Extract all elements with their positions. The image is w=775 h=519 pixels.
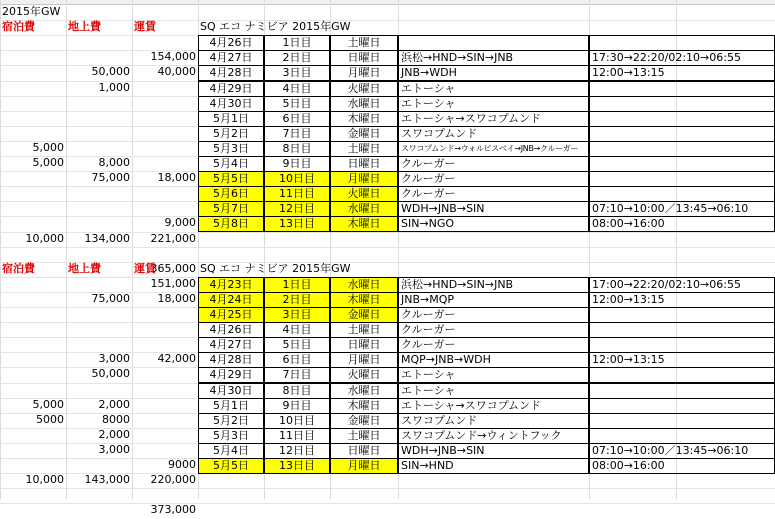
table2-date-cell[interactable]: 4月24日 bbox=[198, 292, 264, 308]
table2-weekday-cell[interactable]: 金曜日 bbox=[330, 413, 398, 429]
table2-route-cell[interactable]: JNB→MQP bbox=[398, 292, 589, 308]
table2-ground-cell[interactable] bbox=[66, 322, 132, 338]
table2-time-cell[interactable] bbox=[589, 383, 775, 399]
table1-day-cell[interactable]: 3日目 bbox=[264, 65, 330, 81]
table2-total-fare[interactable]: 220,000 bbox=[150, 473, 196, 486]
table2-date-cell[interactable]: 5月3日 bbox=[198, 428, 264, 444]
table1-route-cell[interactable]: WDH→JNB→SIN bbox=[398, 201, 589, 217]
table1-weekday-cell[interactable]: 土曜日 bbox=[330, 35, 398, 51]
table2-hotel-cell[interactable]: 5000 bbox=[36, 413, 64, 426]
table1-ground-cell[interactable] bbox=[66, 35, 132, 51]
table2-header-fare[interactable]: 運賃 bbox=[134, 262, 156, 275]
table1-day-cell[interactable]: 10日目 bbox=[264, 171, 330, 187]
table2-fare-cell[interactable] bbox=[132, 428, 198, 444]
table1-hotel-cell[interactable] bbox=[0, 126, 66, 142]
table2-title-cell[interactable]: SQ エコ ナミビア 2015年GW bbox=[200, 262, 351, 275]
table2-time-cell[interactable]: 07:10→10:00／13:45→06:10 bbox=[589, 443, 775, 459]
table2-total-hotel[interactable]: 10,000 bbox=[25, 473, 64, 486]
table2-ground-cell[interactable] bbox=[66, 277, 132, 293]
table2-time-cell[interactable] bbox=[589, 307, 775, 323]
table1-ground-cell[interactable] bbox=[66, 201, 132, 217]
table1-fare-cell[interactable]: 40,000 bbox=[157, 65, 196, 78]
table2-date-cell[interactable]: 5月2日 bbox=[198, 413, 264, 429]
table1-day-cell[interactable]: 7日目 bbox=[264, 126, 330, 142]
table2-day-cell[interactable]: 11日目 bbox=[264, 428, 330, 444]
table1-fare-cell[interactable] bbox=[132, 141, 198, 157]
table2-day-cell[interactable]: 10日目 bbox=[264, 413, 330, 429]
table2-fare-cell[interactable] bbox=[132, 383, 198, 399]
table1-ground-cell[interactable] bbox=[66, 50, 132, 66]
table1-weekday-cell[interactable]: 日曜日 bbox=[330, 50, 398, 66]
table2-hotel-cell[interactable] bbox=[0, 383, 66, 399]
table1-fare-cell[interactable] bbox=[132, 81, 198, 97]
table2-route-cell[interactable]: クルーガー bbox=[398, 322, 589, 338]
table1-date-cell[interactable]: 4月29日 bbox=[198, 81, 264, 97]
table1-day-cell[interactable]: 12日目 bbox=[264, 201, 330, 217]
table2-weekday-cell[interactable]: 日曜日 bbox=[330, 443, 398, 459]
table1-route-cell[interactable]: スワコプムンド→ウォルビスベイ→JNB→クルーガー bbox=[398, 141, 589, 157]
table1-total-hotel[interactable]: 10,000 bbox=[25, 232, 64, 245]
table1-day-cell[interactable]: 11日目 bbox=[264, 186, 330, 202]
table2-hotel-cell[interactable] bbox=[0, 443, 66, 459]
table1-hotel-cell[interactable] bbox=[0, 81, 66, 97]
corner-label-cell[interactable]: 2015年GW bbox=[2, 5, 61, 18]
table2-time-cell[interactable] bbox=[589, 367, 775, 383]
table2-fare-cell[interactable]: 18,000 bbox=[157, 292, 196, 305]
table1-day-cell[interactable]: 13日目 bbox=[264, 216, 330, 232]
table1-hotel-cell[interactable] bbox=[0, 35, 66, 51]
table2-date-cell[interactable]: 4月23日 bbox=[198, 277, 264, 293]
table2-hotel-cell[interactable] bbox=[0, 428, 66, 444]
table2-day-cell[interactable]: 2日目 bbox=[264, 292, 330, 308]
table1-route-cell[interactable]: 浜松→HND→SIN→JNB bbox=[398, 50, 589, 66]
table1-ground-cell[interactable]: 50,000 bbox=[91, 65, 130, 78]
table1-ground-cell[interactable] bbox=[66, 141, 132, 157]
table1-weekday-cell[interactable]: 金曜日 bbox=[330, 126, 398, 142]
table1-time-cell[interactable]: 07:10→10:00／13:45→06:10 bbox=[589, 201, 775, 217]
table1-weekday-cell[interactable]: 日曜日 bbox=[330, 156, 398, 172]
table2-fare-cell[interactable] bbox=[132, 413, 198, 429]
table1-day-cell[interactable]: 5日目 bbox=[264, 96, 330, 112]
table1-route-cell[interactable]: エトーシャ bbox=[398, 81, 589, 97]
table2-weekday-cell[interactable]: 土曜日 bbox=[330, 322, 398, 338]
table1-day-cell[interactable]: 6日目 bbox=[264, 111, 330, 127]
table2-route-cell[interactable]: エトーシャ→スワコプムンド bbox=[398, 398, 589, 414]
table2-time-cell[interactable]: 12:00→13:15 bbox=[589, 292, 775, 308]
table2-time-cell[interactable]: 08:00→16:00 bbox=[589, 458, 775, 474]
table1-day-cell[interactable]: 8日目 bbox=[264, 141, 330, 157]
table2-hotel-cell[interactable] bbox=[0, 322, 66, 338]
table2-time-cell[interactable] bbox=[589, 322, 775, 338]
table2-ground-cell[interactable]: 8000 bbox=[102, 413, 130, 426]
table2-ground-cell[interactable] bbox=[66, 458, 132, 474]
table1-time-cell[interactable] bbox=[589, 111, 775, 127]
table1-weekday-cell[interactable]: 木曜日 bbox=[330, 111, 398, 127]
table1-hotel-cell[interactable] bbox=[0, 96, 66, 112]
table1-fare-cell[interactable] bbox=[132, 35, 198, 51]
table1-ground-cell[interactable] bbox=[66, 186, 132, 202]
table2-route-cell[interactable]: 浜松→HND→SIN→JNB bbox=[398, 277, 589, 293]
table2-route-cell[interactable]: エトーシャ bbox=[398, 383, 589, 399]
table1-weekday-cell[interactable]: 月曜日 bbox=[330, 171, 398, 187]
table2-day-cell[interactable]: 8日目 bbox=[264, 383, 330, 399]
table2-route-cell[interactable]: SIN→HND bbox=[398, 458, 589, 474]
table2-date-cell[interactable]: 5月1日 bbox=[198, 398, 264, 414]
table1-fare-cell[interactable]: 154,000 bbox=[150, 50, 196, 63]
table2-ground-cell[interactable]: 2,000 bbox=[98, 398, 130, 411]
table1-ground-cell[interactable] bbox=[66, 126, 132, 142]
table1-time-cell[interactable] bbox=[589, 81, 775, 97]
table2-hotel-cell[interactable]: 5,000 bbox=[32, 398, 64, 411]
table2-total-ground[interactable]: 143,000 bbox=[84, 473, 130, 486]
table2-day-cell[interactable]: 13日目 bbox=[264, 458, 330, 474]
table2-weekday-cell[interactable]: 日曜日 bbox=[330, 337, 398, 353]
table2-weekday-cell[interactable]: 木曜日 bbox=[330, 292, 398, 308]
table1-weekday-cell[interactable]: 水曜日 bbox=[330, 96, 398, 112]
table2-fare-cell[interactable] bbox=[132, 398, 198, 414]
table1-time-cell[interactable] bbox=[589, 171, 775, 187]
table1-date-cell[interactable]: 5月7日 bbox=[198, 201, 264, 217]
table1-time-cell[interactable] bbox=[589, 96, 775, 112]
table1-hotel-cell[interactable] bbox=[0, 111, 66, 127]
table1-day-cell[interactable]: 4日目 bbox=[264, 81, 330, 97]
table1-hotel-cell[interactable] bbox=[0, 50, 66, 66]
table2-fare-cell[interactable] bbox=[132, 307, 198, 323]
table2-date-cell[interactable]: 4月26日 bbox=[198, 322, 264, 338]
table1-date-cell[interactable]: 5月2日 bbox=[198, 126, 264, 142]
table2-fare-cell[interactable] bbox=[132, 367, 198, 383]
table1-route-cell[interactable]: クルーガー bbox=[398, 171, 589, 187]
table2-ground-cell[interactable]: 2,000 bbox=[98, 428, 130, 441]
table2-ground-cell[interactable]: 50,000 bbox=[91, 367, 130, 380]
table1-fare-cell[interactable] bbox=[132, 96, 198, 112]
table1-weekday-cell[interactable]: 土曜日 bbox=[330, 141, 398, 157]
table1-ground-cell[interactable] bbox=[66, 96, 132, 112]
table2-hotel-cell[interactable] bbox=[0, 352, 66, 368]
table2-hotel-cell[interactable] bbox=[0, 337, 66, 353]
table1-date-cell[interactable]: 4月27日 bbox=[198, 50, 264, 66]
table1-total-fare[interactable]: 221,000 bbox=[150, 232, 196, 245]
table2-weekday-cell[interactable]: 水曜日 bbox=[330, 383, 398, 399]
table2-date-cell[interactable]: 4月30日 bbox=[198, 383, 264, 399]
table1-date-cell[interactable]: 5月8日 bbox=[198, 216, 264, 232]
table1-hotel-cell[interactable] bbox=[0, 65, 66, 81]
table1-weekday-cell[interactable]: 水曜日 bbox=[330, 201, 398, 217]
table2-ground-cell[interactable] bbox=[66, 383, 132, 399]
table1-time-cell[interactable] bbox=[589, 141, 775, 157]
table1-header-ground[interactable]: 地上費 bbox=[68, 20, 101, 33]
table1-ground-cell[interactable] bbox=[66, 216, 132, 232]
table1-weekday-cell[interactable]: 木曜日 bbox=[330, 216, 398, 232]
table2-date-cell[interactable]: 5月5日 bbox=[198, 458, 264, 474]
table2-weekday-cell[interactable]: 月曜日 bbox=[330, 458, 398, 474]
table1-route-cell[interactable]: エトーシャ bbox=[398, 96, 589, 112]
table1-day-cell[interactable]: 9日目 bbox=[264, 156, 330, 172]
table2-weekday-cell[interactable]: 木曜日 bbox=[330, 398, 398, 414]
table1-time-cell[interactable] bbox=[589, 156, 775, 172]
table2-time-cell[interactable] bbox=[589, 337, 775, 353]
table1-fare-cell[interactable] bbox=[132, 156, 198, 172]
table1-time-cell[interactable] bbox=[589, 35, 775, 51]
table2-fare-cell[interactable] bbox=[132, 443, 198, 459]
table2-day-cell[interactable]: 1日目 bbox=[264, 277, 330, 293]
table2-date-cell[interactable]: 4月27日 bbox=[198, 337, 264, 353]
table2-route-cell[interactable]: スワコプムンド→ウィントフック bbox=[398, 428, 589, 444]
table2-day-cell[interactable]: 3日目 bbox=[264, 307, 330, 323]
table2-day-cell[interactable]: 9日目 bbox=[264, 398, 330, 414]
table1-date-cell[interactable]: 5月4日 bbox=[198, 156, 264, 172]
table1-date-cell[interactable]: 4月26日 bbox=[198, 35, 264, 51]
table2-date-cell[interactable]: 4月29日 bbox=[198, 367, 264, 383]
table2-route-cell[interactable]: MQP→JNB→WDH bbox=[398, 352, 589, 368]
table1-route-cell[interactable]: クルーガー bbox=[398, 186, 589, 202]
table2-header-hotel[interactable]: 宿泊費 bbox=[2, 262, 35, 275]
table1-date-cell[interactable]: 5月1日 bbox=[198, 111, 264, 127]
table1-fare-cell[interactable] bbox=[132, 186, 198, 202]
table2-date-cell[interactable]: 5月4日 bbox=[198, 443, 264, 459]
table1-date-cell[interactable]: 5月6日 bbox=[198, 186, 264, 202]
table1-ground-cell[interactable]: 75,000 bbox=[91, 171, 130, 184]
table1-time-cell[interactable]: 12:00→13:15 bbox=[589, 65, 775, 81]
table1-ground-cell[interactable]: 1,000 bbox=[98, 81, 130, 94]
table2-day-cell[interactable]: 6日目 bbox=[264, 352, 330, 368]
table1-fare-cell[interactable]: 18,000 bbox=[157, 171, 196, 184]
table2-fare-cell[interactable]: 42,000 bbox=[157, 352, 196, 365]
table2-grand-total[interactable]: 373,000 bbox=[150, 503, 196, 516]
table2-hotel-cell[interactable] bbox=[0, 307, 66, 323]
table2-ground-cell[interactable] bbox=[66, 337, 132, 353]
table1-fare-cell[interactable] bbox=[132, 201, 198, 217]
table2-hotel-cell[interactable] bbox=[0, 458, 66, 474]
table1-title-cell[interactable]: SQ エコ ナミビア 2015年GW bbox=[200, 20, 351, 33]
table1-date-cell[interactable]: 5月3日 bbox=[198, 141, 264, 157]
table2-fare-cell[interactable]: 151,000 bbox=[150, 277, 196, 290]
table2-day-cell[interactable]: 5日目 bbox=[264, 337, 330, 353]
table2-route-cell[interactable]: エトーシャ bbox=[398, 367, 589, 383]
table1-hotel-cell[interactable] bbox=[0, 201, 66, 217]
table1-ground-cell[interactable] bbox=[66, 111, 132, 127]
table1-fare-cell[interactable] bbox=[132, 126, 198, 142]
table2-hotel-cell[interactable] bbox=[0, 292, 66, 308]
table2-weekday-cell[interactable]: 土曜日 bbox=[330, 428, 398, 444]
table2-ground-cell[interactable]: 3,000 bbox=[98, 352, 130, 365]
table1-total-ground[interactable]: 134,000 bbox=[84, 232, 130, 245]
table2-route-cell[interactable]: クルーガー bbox=[398, 307, 589, 323]
table2-fare-cell[interactable] bbox=[132, 337, 198, 353]
table1-hotel-cell[interactable]: 5,000 bbox=[32, 141, 64, 154]
table2-weekday-cell[interactable]: 火曜日 bbox=[330, 367, 398, 383]
table2-date-cell[interactable]: 4月25日 bbox=[198, 307, 264, 323]
table2-date-cell[interactable]: 4月28日 bbox=[198, 352, 264, 368]
table1-date-cell[interactable]: 4月30日 bbox=[198, 96, 264, 112]
table2-hotel-cell[interactable] bbox=[0, 367, 66, 383]
table2-ground-cell[interactable] bbox=[66, 307, 132, 323]
table2-day-cell[interactable]: 12日目 bbox=[264, 443, 330, 459]
table2-route-cell[interactable]: クルーガー bbox=[398, 337, 589, 353]
table1-weekday-cell[interactable]: 火曜日 bbox=[330, 81, 398, 97]
table1-route-cell[interactable]: SIN→NGO bbox=[398, 216, 589, 232]
table1-time-cell[interactable]: 08:00→16:00 bbox=[589, 216, 775, 232]
table1-weekday-cell[interactable]: 火曜日 bbox=[330, 186, 398, 202]
table2-weekday-cell[interactable]: 月曜日 bbox=[330, 352, 398, 368]
table1-fare-cell[interactable]: 9,000 bbox=[164, 216, 196, 229]
table1-route-cell[interactable] bbox=[398, 35, 589, 51]
table1-route-cell[interactable]: クルーガー bbox=[398, 156, 589, 172]
table1-time-cell[interactable]: 17:30→22:20/02:10→06:55 bbox=[589, 50, 775, 66]
table1-hotel-cell[interactable]: 5,000 bbox=[32, 156, 64, 169]
table1-route-cell[interactable]: スワコプムンド bbox=[398, 126, 589, 142]
table1-day-cell[interactable]: 2日目 bbox=[264, 50, 330, 66]
table2-time-cell[interactable] bbox=[589, 413, 775, 429]
table2-day-cell[interactable]: 7日目 bbox=[264, 367, 330, 383]
table2-day-cell[interactable]: 4日目 bbox=[264, 322, 330, 338]
table2-time-cell[interactable] bbox=[589, 398, 775, 414]
table1-hotel-cell[interactable] bbox=[0, 171, 66, 187]
table1-grand-total[interactable]: 365,000 bbox=[150, 262, 196, 275]
table2-time-cell[interactable]: 17:00→22:20/02:10→06:55 bbox=[589, 277, 775, 293]
table1-header-fare[interactable]: 運賃 bbox=[134, 20, 156, 33]
table2-weekday-cell[interactable]: 金曜日 bbox=[330, 307, 398, 323]
table1-day-cell[interactable]: 1日目 bbox=[264, 35, 330, 51]
table1-fare-cell[interactable] bbox=[132, 111, 198, 127]
table2-header-ground[interactable]: 地上費 bbox=[68, 262, 101, 275]
table1-header-hotel[interactable]: 宿泊費 bbox=[2, 20, 35, 33]
table2-route-cell[interactable]: WDH→JNB→SIN bbox=[398, 443, 589, 459]
table1-date-cell[interactable]: 4月28日 bbox=[198, 65, 264, 81]
table1-date-cell[interactable]: 5月5日 bbox=[198, 171, 264, 187]
table1-hotel-cell[interactable] bbox=[0, 216, 66, 232]
row-gridline bbox=[0, 503, 775, 504]
table1-weekday-cell[interactable]: 月曜日 bbox=[330, 65, 398, 81]
table2-ground-cell[interactable]: 3,000 bbox=[98, 443, 130, 456]
table2-time-cell[interactable]: 12:00→13:15 bbox=[589, 352, 775, 368]
table2-fare-cell[interactable] bbox=[132, 322, 198, 338]
table2-weekday-cell[interactable]: 水曜日 bbox=[330, 277, 398, 293]
table1-route-cell[interactable]: エトーシャ→スワコプムンド bbox=[398, 111, 589, 127]
table1-hotel-cell[interactable] bbox=[0, 186, 66, 202]
table2-ground-cell[interactable]: 75,000 bbox=[91, 292, 130, 305]
table1-time-cell[interactable] bbox=[589, 186, 775, 202]
table2-hotel-cell[interactable] bbox=[0, 277, 66, 293]
table2-fare-cell[interactable]: 9000 bbox=[168, 458, 196, 471]
table2-time-cell[interactable] bbox=[589, 428, 775, 444]
table1-route-cell[interactable]: JNB→WDH bbox=[398, 65, 589, 81]
table2-route-cell[interactable]: スワコプムンド bbox=[398, 413, 589, 429]
table1-time-cell[interactable] bbox=[589, 126, 775, 142]
table1-ground-cell[interactable]: 8,000 bbox=[98, 156, 130, 169]
